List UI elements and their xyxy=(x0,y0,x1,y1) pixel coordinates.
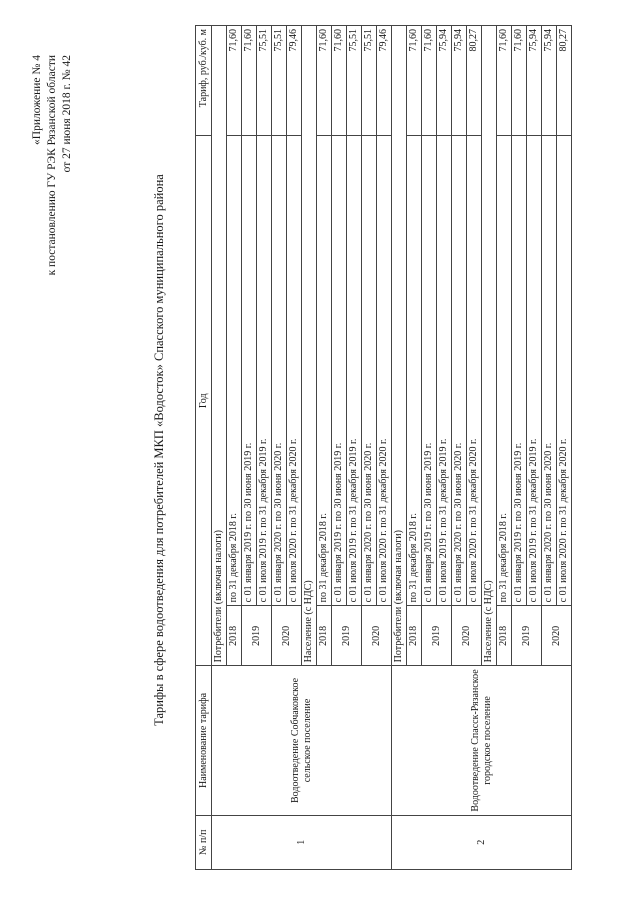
table-body xyxy=(212,26,572,870)
year-cell: 2019 xyxy=(242,606,272,666)
period-cell: с 01 июля 2020 г. по 31 декабря 2020 г. xyxy=(467,136,482,606)
tariff-value: 75,94 xyxy=(452,26,467,136)
period-cell: с 01 января 2020 г. по 30 июня 2020 г. xyxy=(542,136,557,606)
row-number: 1 xyxy=(212,815,392,869)
document-title: Тарифы в сфере водоотведения для потребителей МКП «Водосток» Спасского муниципального района xyxy=(152,174,166,726)
consumer-category: Потребители (включая налоги) xyxy=(212,26,227,666)
tariff-table xyxy=(195,25,572,870)
tariff-value: 71,60 xyxy=(242,26,257,136)
tariff-value: 75,51 xyxy=(272,26,287,136)
consumer-category: Население (с НДС) xyxy=(302,26,317,666)
header-name: Наименование тарифа xyxy=(196,666,212,815)
period-cell: по 31 декабря 2018 г. xyxy=(407,136,422,606)
header-no: № п/п xyxy=(196,815,212,869)
tariff-value: 71,60 xyxy=(407,26,422,136)
period-cell: с 01 января 2019 г. по 30 июня 2019 г. xyxy=(512,136,527,606)
resolution-date-line: от 27 июня 2018 г. № 42 xyxy=(61,55,73,173)
tariff-value: 75,94 xyxy=(437,26,452,136)
period-cell: с 01 января 2020 г. по 30 июня 2020 г. xyxy=(272,136,287,606)
period-cell: с 01 июля 2019 г. по 31 декабря 2019 г. xyxy=(257,136,272,606)
tariff-value: 71,60 xyxy=(332,26,347,136)
period-cell: с 01 июля 2020 г. по 31 декабря 2020 г. xyxy=(557,136,572,606)
resolution-line: к постановлению ГУ РЭК Рязанской области xyxy=(46,55,58,276)
tariff-value: 71,60 xyxy=(317,26,332,136)
tariff-name: Водоотведение Спасск-Рязанское городское поселение xyxy=(392,666,572,815)
period-cell: с 01 июля 2019 г. по 31 декабря 2019 г. xyxy=(527,136,542,606)
year-cell: 2020 xyxy=(452,606,482,666)
tariff-value: 79,46 xyxy=(287,26,302,136)
period-cell: с 01 января 2019 г. по 30 июня 2019 г. xyxy=(422,136,437,606)
year-cell: 2018 xyxy=(317,606,332,666)
period-cell: с 01 января 2020 г. по 30 июня 2020 г. xyxy=(452,136,467,606)
period-cell: с 01 января 2019 г. по 30 июня 2019 г. xyxy=(242,136,257,606)
year-cell: 2019 xyxy=(422,606,452,666)
appendix-header xyxy=(30,55,75,275)
consumer-category: Потребители (включая налоги) xyxy=(392,26,407,666)
tariff-value: 75,94 xyxy=(542,26,557,136)
tariff-value: 75,51 xyxy=(362,26,377,136)
header-tariff: Тариф, руб./куб. м xyxy=(196,26,212,136)
period-cell: с 01 июля 2020 г. по 31 декабря 2020 г. xyxy=(377,136,392,606)
category-row xyxy=(392,26,407,870)
year-cell: 2019 xyxy=(332,606,362,666)
period-cell: по 31 декабря 2018 г. xyxy=(497,136,512,606)
period-cell: с 01 июля 2019 г. по 31 декабря 2019 г. xyxy=(437,136,452,606)
tariff-value: 80,27 xyxy=(467,26,482,136)
year-cell: 2018 xyxy=(407,606,422,666)
period-cell: с 01 января 2019 г. по 30 июня 2019 г. xyxy=(332,136,347,606)
year-cell: 2019 xyxy=(512,606,542,666)
tariff-value: 71,60 xyxy=(497,26,512,136)
tariff-value: 75,51 xyxy=(347,26,362,136)
year-cell: 2020 xyxy=(542,606,572,666)
period-cell: с 01 января 2020 г. по 30 июня 2020 г. xyxy=(362,136,377,606)
year-cell: 2020 xyxy=(272,606,302,666)
category-row xyxy=(212,26,227,870)
period-cell: по 31 декабря 2018 г. xyxy=(317,136,332,606)
tariff-value: 79,46 xyxy=(377,26,392,136)
year-cell: 2018 xyxy=(227,606,242,666)
period-cell: по 31 декабря 2018 г. xyxy=(227,136,242,606)
header-year: Год xyxy=(196,136,212,666)
consumer-category: Население (с НДС) xyxy=(482,26,497,666)
tariff-value: 71,60 xyxy=(422,26,437,136)
year-cell: 2020 xyxy=(362,606,392,666)
row-number: 2 xyxy=(392,815,572,869)
tariff-value: 71,60 xyxy=(512,26,527,136)
year-cell: 2018 xyxy=(497,606,512,666)
period-cell: с 01 июля 2019 г. по 31 декабря 2019 г. xyxy=(347,136,362,606)
tariff-value: 80,27 xyxy=(557,26,572,136)
tariff-value: 71,60 xyxy=(227,26,242,136)
period-cell: с 01 июля 2020 г. по 31 декабря 2020 г. xyxy=(287,136,302,606)
table-header-row xyxy=(196,26,212,870)
appendix-line: «Приложение № 4 xyxy=(31,55,43,145)
tariff-name: Водоотведение Собчаковское сельское поселение xyxy=(212,666,392,815)
tariff-value: 75,94 xyxy=(527,26,542,136)
tariff-value: 75,51 xyxy=(257,26,272,136)
